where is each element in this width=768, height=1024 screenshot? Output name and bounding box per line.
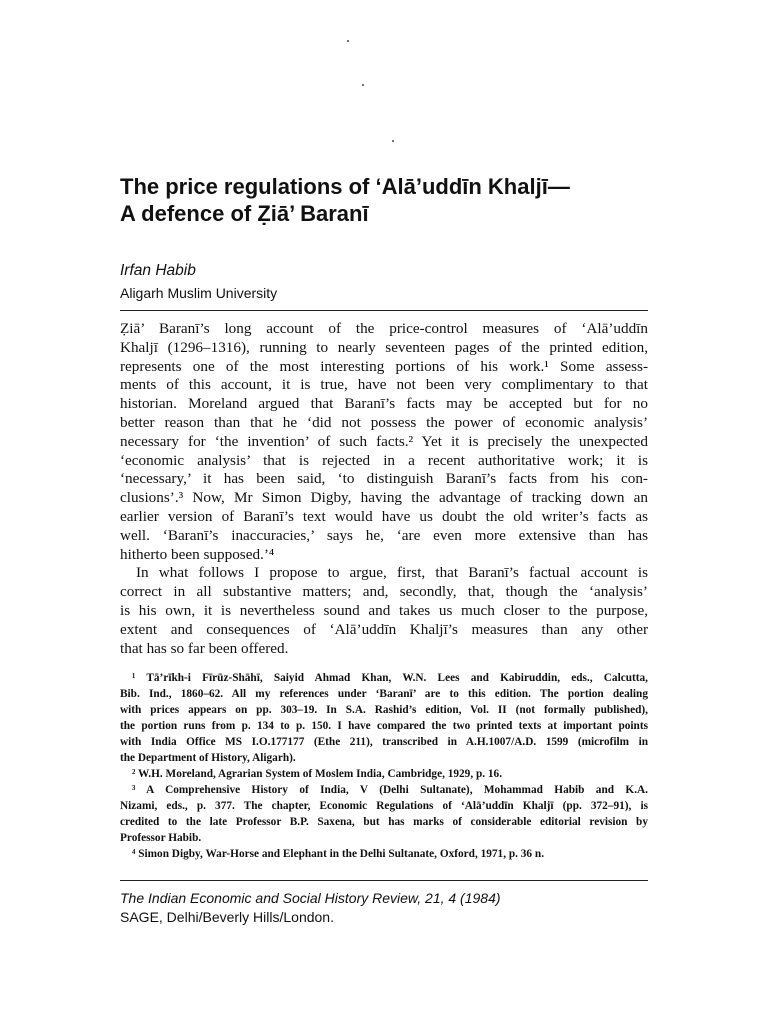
article-title [120, 173, 680, 227]
body-line: Ẓiā’ Baranī’s long account of the price-control measures of ‘Alā’uddīn [120, 320, 648, 337]
scan-speck [362, 84, 364, 86]
title-line-2: A defence of Ẓiā’ Baranī [120, 201, 369, 226]
body-line: extent and consequences of ‘Alā’uddīn Khaljī’s measures than any other [120, 620, 648, 638]
publisher-line: SAGE, Delhi/Beverly Hills/London. [120, 909, 334, 925]
body-line: ments of this account, it is true, have not been very complimentary to that [120, 376, 648, 394]
body-text [120, 320, 648, 658]
footnote-line: Nizami, eds., p. 377. The chapter, Economic Regulations of ‘Alā’uddīn Khaljī (pp. 372–91), is [120, 800, 648, 812]
footnote-line: ³ A Comprehensive History of India, V (Delhi Sultanate), Mohammad Habib and K.A. [132, 784, 648, 796]
body-line: earlier version of Baranī’s text would have us doubt the old writer’s facts as [120, 507, 648, 525]
footnotes [120, 670, 648, 862]
scan-speck [347, 40, 349, 42]
scan-speck [392, 140, 394, 142]
body-line: historian. Moreland argued that Baranī’s facts may be accepted but for no [120, 395, 648, 413]
body-line: better reason than that he ‘did not possess the power of economic analysis’ [120, 413, 648, 431]
body-line: represents one of the most interesting portions of his work.¹ Some assess- [120, 357, 648, 375]
footnote-line: with prices appears on pp. 303–19. In S.A. Rashid’s edition, Vol. II (not formally published), [120, 704, 648, 716]
title-line-1: The price regulations of ‘Alā’uddīn Khaljī— [120, 174, 570, 199]
footnote-line: the Department of History, Aligarh). [120, 752, 296, 764]
header-divider [120, 310, 648, 311]
footer-divider [120, 880, 648, 881]
body-line: ‘economic analysis’ that is rejected in a recent authoritative work; it is [120, 451, 648, 469]
footnote-line: ⁴ Simon Digby, War-Horse and Elephant in the Delhi Sultanate, Oxford, 1971, p. 36 n. [132, 848, 545, 860]
journal-citation: The Indian Economic and Social History Review, 21, 4 (1984) [120, 890, 501, 906]
body-line: well. ‘Baranī’s inaccuracies,’ says he, ‘are even more extensive than has [120, 526, 648, 544]
footnote-line: ¹ Tā’rīkh-i Fīrūz-Shāhī, Saiyid Ahmad Khan, W.N. Lees and Kabiruddin, eds., Calcutta, [132, 672, 648, 684]
body-line: In what follows I propose to argue, first, that Baranī’s factual account is [136, 564, 648, 582]
footnote-line: Professor Habib. [120, 832, 202, 844]
body-line: necessary for ‘the invention’ of such facts.² Yet it is precisely the unexpected [120, 432, 648, 450]
body-line: hitherto been supposed.’⁴ [120, 545, 275, 563]
footnote-line: ² W.H. Moreland, Agrarian System of Moslem India, Cambridge, 1929, p. 16. [132, 768, 503, 780]
body-line: Khaljī (1296–1316), running to nearly seventeen pages of the printed edition, [120, 338, 648, 356]
body-line: that has so far been offered. [120, 639, 289, 657]
body-line: ‘necessary,’ it has been said, ‘to distinguish Baranī’s facts from his con- [120, 470, 648, 488]
author-affiliation: Aligarh Muslim University [120, 285, 278, 301]
footnote-line: credited to the late Professor B.P. Saxena, but has marks of considerable editorial revision by [120, 816, 648, 828]
body-line: clusions’.³ Now, Mr Simon Digby, having the advantage of tracking down an [120, 489, 648, 507]
author-name: Irfan Habib [120, 262, 196, 279]
footnote-line: the portion runs from p. 134 to p. 150. I have compared the two printed texts at important points [120, 720, 648, 732]
journal-footer [120, 889, 501, 927]
footnote-line: Bib. Ind., 1860–62. All my references under ‘Baranī’ are to this edition. The portion dealing [120, 688, 648, 700]
body-line: correct in all substantive matters; and, secondly, that, though the ‘analysis’ [120, 583, 648, 601]
footnote-line: with India Office MS I.O.177177 (Ethe 211), transcribed in A.H.1007/A.D. 1599 (microfilm in [120, 736, 648, 748]
body-line: is his own, it is nevertheless sound and takes us much closer to the purpose, [120, 601, 648, 619]
